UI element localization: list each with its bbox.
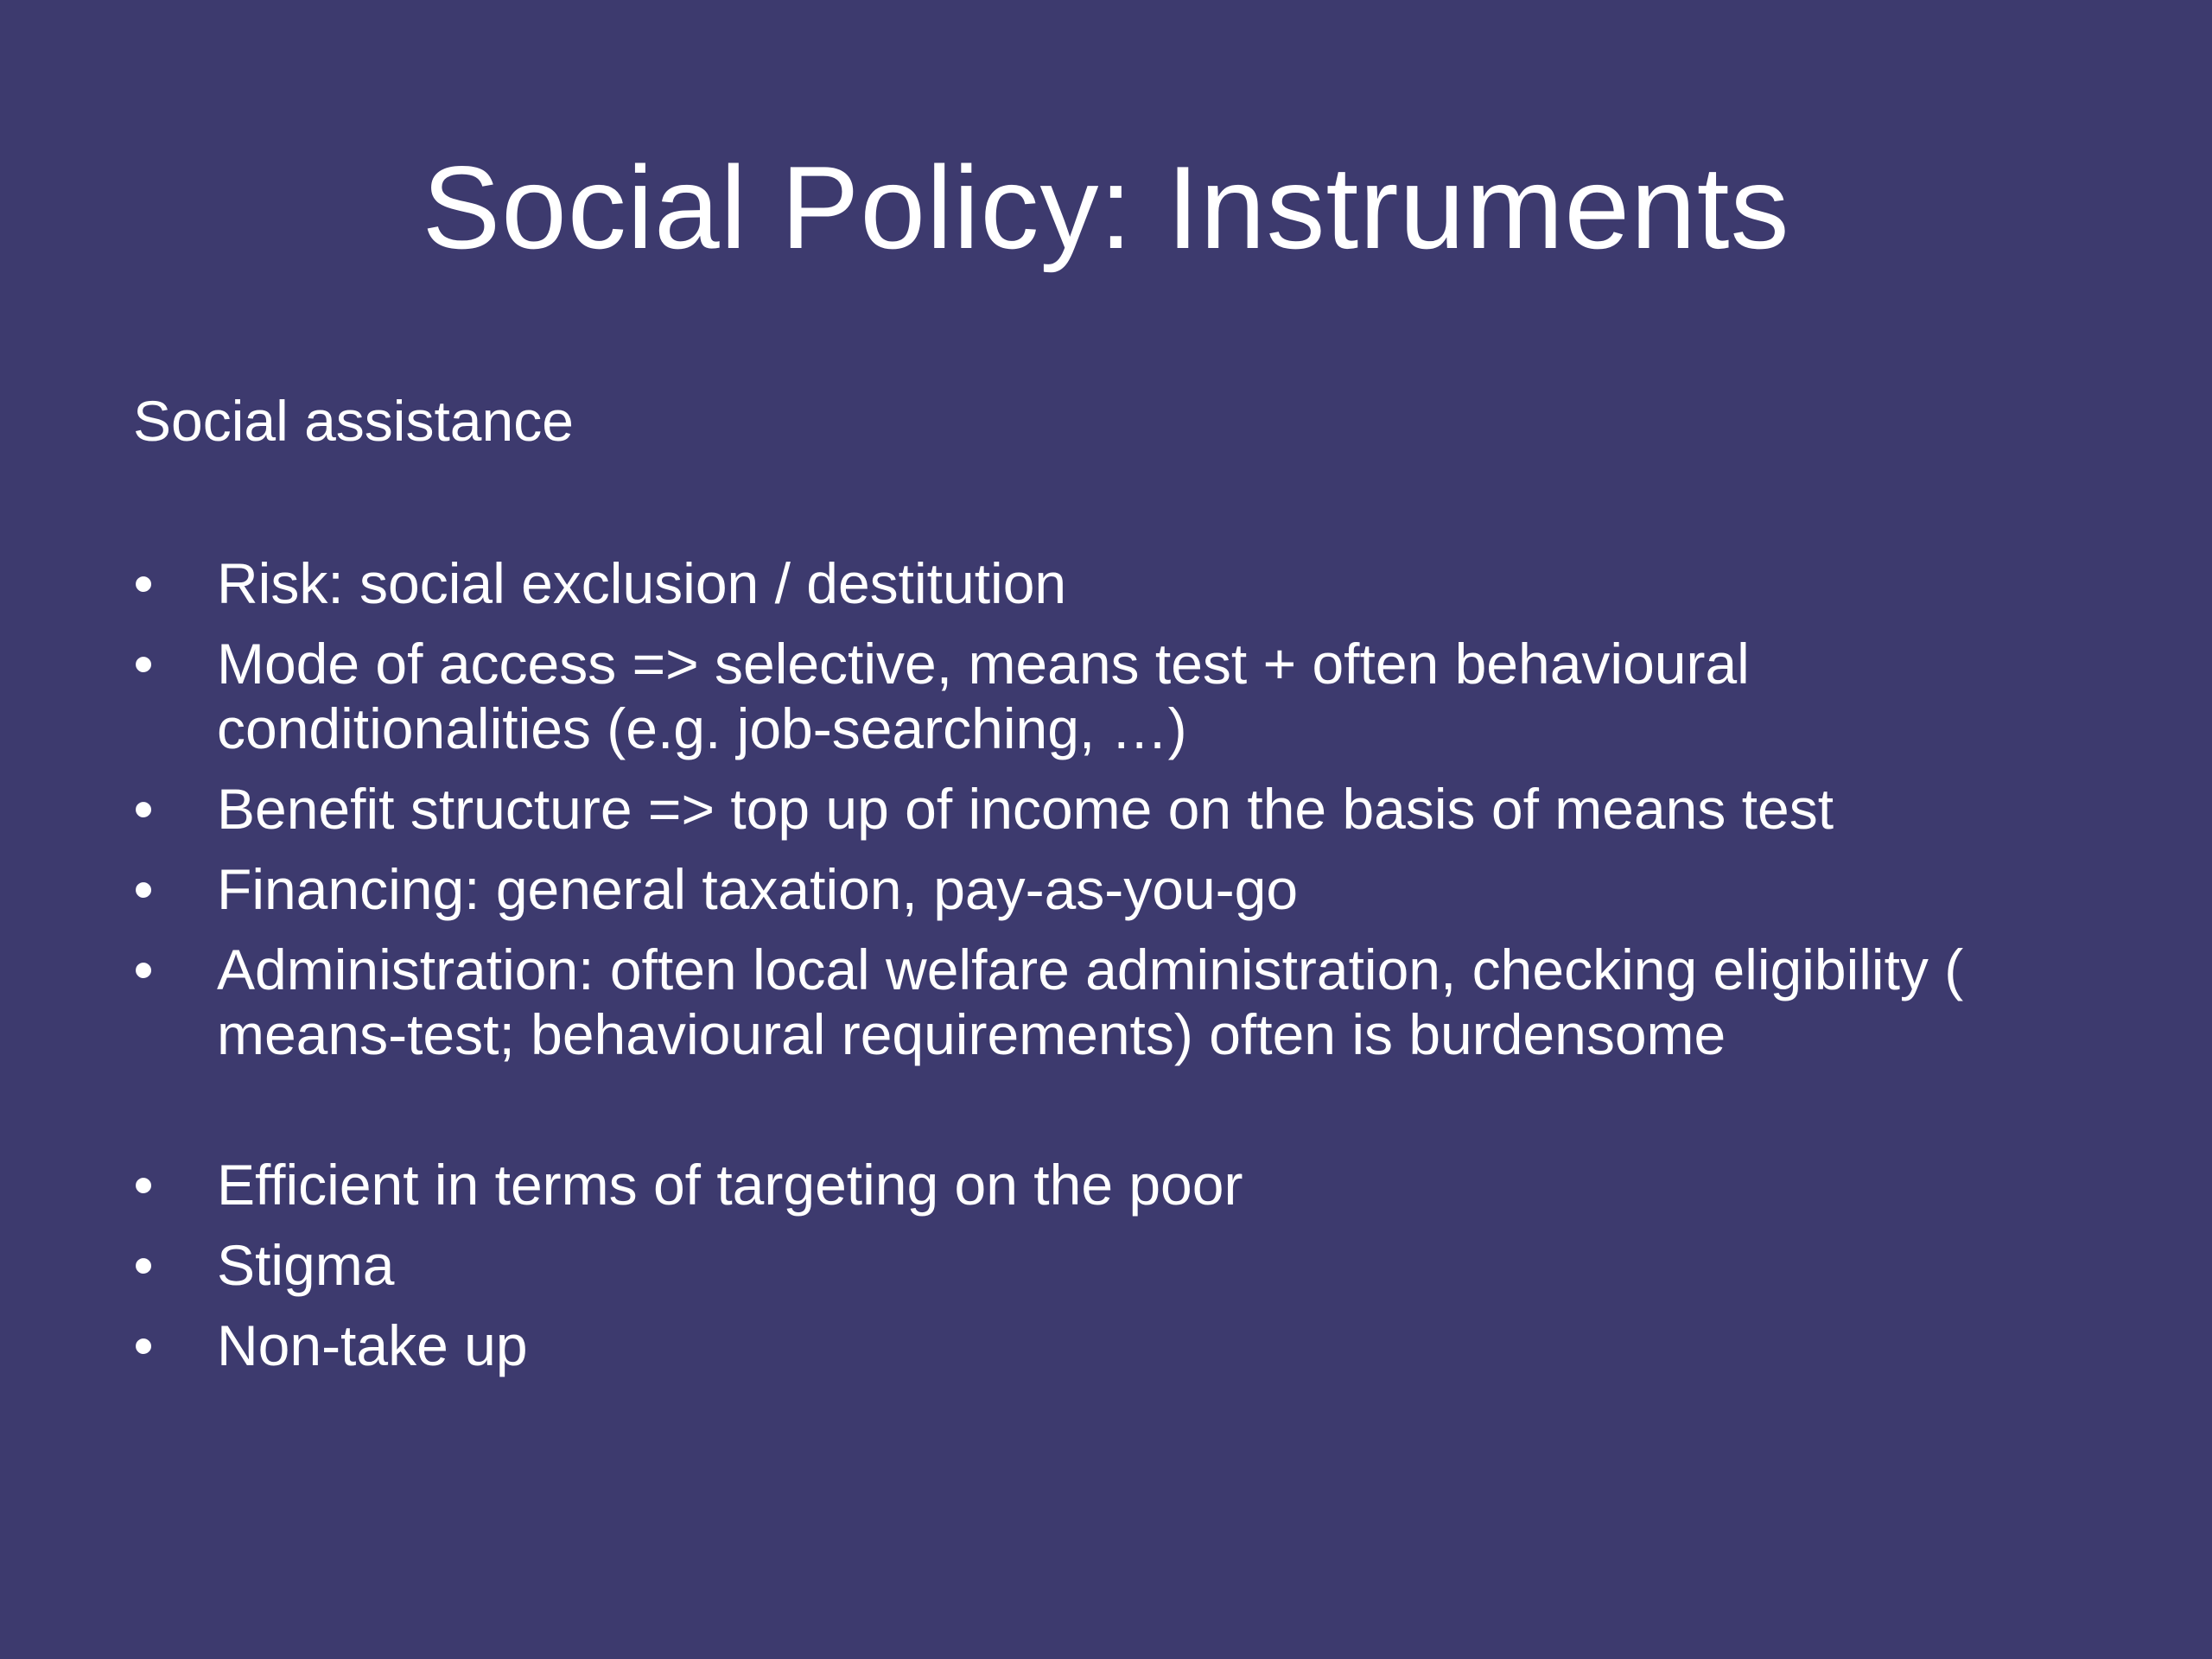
- slide-title: Social Policy: Instruments: [422, 142, 1790, 273]
- list-item-text: Financing: general taxation, pay-as-you-go: [217, 857, 1299, 921]
- section-subheading: Social assistance: [133, 389, 574, 453]
- list-item-text: Administration: often local welfare administration, checking eligibility ( means-test; behavioural requirements) often is burdensome: [217, 938, 1964, 1066]
- list-item: [133, 1153, 2077, 1217]
- bullet-icon: •: [133, 1313, 154, 1377]
- list-item: [133, 1313, 2077, 1378]
- list-item-text: Efficient in terms of targeting on the poor: [217, 1153, 1243, 1217]
- slide-body: [133, 389, 2077, 1394]
- list-item-text: Risk: social exclusion / destitution: [217, 551, 1067, 615]
- list-item-text: Benefit structure => top up of income on the basis of means test: [217, 777, 1834, 841]
- list-item-text: Non-take up: [217, 1313, 528, 1377]
- list-item: [133, 632, 2077, 761]
- bullet-list-evaluation: [133, 1153, 2077, 1378]
- list-item-text: Stigma: [217, 1233, 395, 1297]
- bullet-icon: •: [133, 938, 154, 1001]
- list-item-text: Mode of access => selective, means test + often behavioural conditionalities (e.g. job-searching, …): [217, 632, 1750, 760]
- list-item: [133, 1233, 2077, 1298]
- bullet-icon: •: [133, 551, 154, 615]
- list-item: [133, 857, 2077, 922]
- bullet-icon: •: [133, 1153, 154, 1217]
- bullet-icon: •: [133, 632, 154, 696]
- bullet-icon: •: [133, 777, 154, 841]
- list-item: [133, 777, 2077, 842]
- list-item: [133, 551, 2077, 616]
- spacer: [133, 1083, 2077, 1153]
- bullet-icon: •: [133, 1233, 154, 1297]
- list-item: [133, 938, 2077, 1067]
- bullet-list-main: [133, 551, 2077, 1067]
- bullet-icon: •: [133, 857, 154, 921]
